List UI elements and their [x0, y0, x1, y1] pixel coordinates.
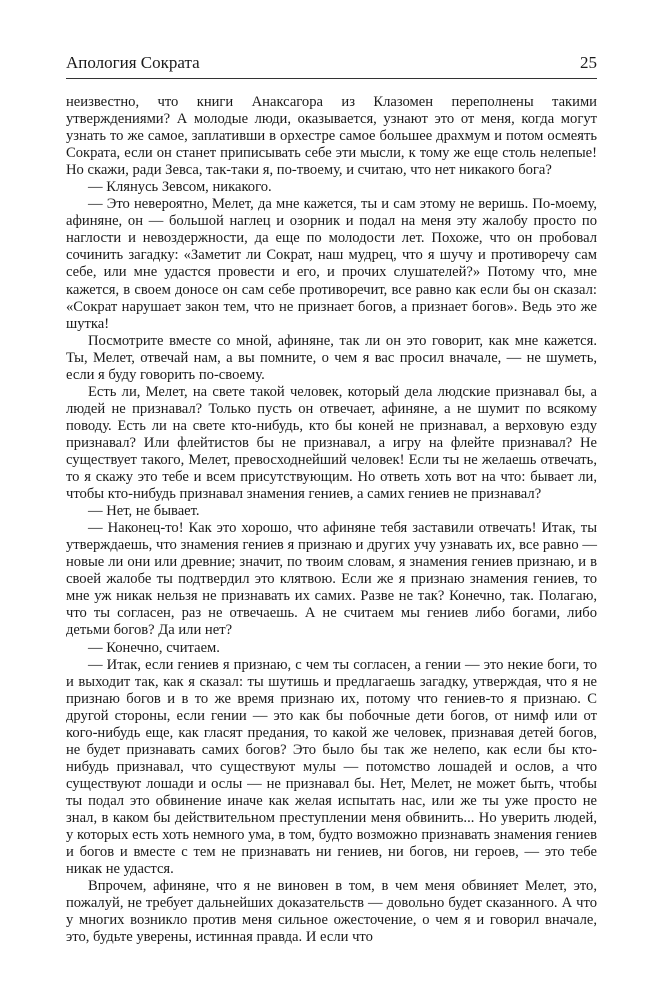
paragraph: — Нет, не бывает.	[88, 503, 200, 520]
running-head	[66, 52, 597, 79]
paragraph: неизвестно, что книги Анаксагора из Клазомен переполнены такими утверждениями? А молодые люди, оказывается, узнают это от меня, когда могут узнать то же самое, заплативши в орхестре самое большее драхмум и потом осмеять Сократа, если он станет приписывать себе эти мысли, к тому же еще столь нелепые! Но скажи, ради Зевса, так-таки я, по-твоему, и считаю, что нет никакого бога?	[66, 94, 597, 179]
running-title: Апология Сократа	[66, 53, 200, 72]
paragraph: — Наконец-то! Как это хорошо, что афиняне тебя заставили отвечать! Итак, ты утверждаешь, что знамения гениев я признаю и других учу узнавать их, все равно — новые ли они или древние; значит, по твоим словам, я знамения гениев признаю, и в своей жалобе ты подтвердил это клятвою. Если же я признаю знамения гениев, то мне уж никак нельзя не признавать их самих. Разве не так? Конечно, так. Полагаю, что ты согласен, раз не отвечаешь. А не считаем мы гениев либо богами, либо детьми богов? Да или нет?	[66, 520, 597, 639]
paragraph: — Конечно, считаем.	[88, 639, 220, 656]
page-number: 25	[580, 53, 597, 72]
paragraph: — Это невероятно, Мелет, да мне кажется, ты и сам этому не веришь. По-моему, афиняне, он — большой наглец и озорник и подал на меня эту жалобу просто по наглости и невоздержности, да еще по молодости лет. Похоже, что он пробовал сочинить загадку: «Заметит ли Сократ, наш мудрец, что я шучу и противоречу сам себе, или мне удастся провести и его, и прочих слушателей?» Потому что, мне кажется, в своем доносе он сам себе противоречит, все равно как если бы он сказал: «Сократ нарушает закон тем, что не признает богов, а признает богов». Ведь это же шутка!	[66, 196, 597, 332]
paragraph: — Клянусь Зевсом, никакого.	[88, 179, 272, 196]
body-text	[66, 94, 597, 946]
paragraph: Есть ли, Мелет, на свете такой человек, который дела людские признавал бы, а людей не признавал? Только пусть он отвечает, афиняне, а не шумит по всякому поводу. Есть ли на свете кто-нибудь, кто бы коней не признавал, а верховую езду признавал? Или флейтистов бы не признавал, а игру на флейте признавал? Не существует такого, Мелет, превосходнейший человек! Если ты не желаешь отвечать, то я скажу это тебе и всем присутствующим. Но ответь хоть вот на что: бывает ли, чтобы кто-нибудь признавал знамения гениев, а самих гениев не признавал?	[66, 383, 597, 503]
paragraph: Впрочем, афиняне, что я не виновен в том, в чем меня обвиняет Мелет, это, пожалуй, не требует дальнейших доказательств — довольно будет сказанного. А что у многих возникло против меня сильное ожесточение, о чем я и говорил вначале, это, будьте уверены, истинная правда. И если что	[66, 878, 597, 946]
paragraph: Посмотрите вместе со мной, афиняне, так ли он это говорит, как мне кажется. Ты, Мелет, отвечай нам, а вы помните, о чем я вас просил вначале, — не шуметь, если я буду говорить по-своему.	[66, 332, 597, 383]
paragraph: — Итак, если гениев я признаю, с чем ты согласен, а гении — это некие боги, то и выходит так, как я сказал: ты шутишь и предлагаешь загадку, утверждая, что я не признаю богов и в то же время признаю их, потому что гениев-то я признаю. С другой стороны, если гении — это как бы побочные дети богов, от нимф или от кого-нибудь еще, как гласят предания, то какой же человек, признавая детей богов, не будет признавать самих богов? Это было бы так же нелепо, как если бы кто-нибудь признавал, что существуют мулы — потомство лошадей и ослов, а что существуют лошади и ослы — не признавал бы. Нет, Мелет, не может быть, чтобы ты подал это обвинение иначе как желая испытать нас, или же ты уже просто не знал, в каком бы действительном преступлении меня обвинить... Но уверить людей, у которых есть хоть немного ума, в том, будто возможно признавать знамения гениев и богов и вместе с тем не признавать ни гениев, ни богов, ни героев, — это тебе никак не удастся.	[66, 656, 597, 878]
